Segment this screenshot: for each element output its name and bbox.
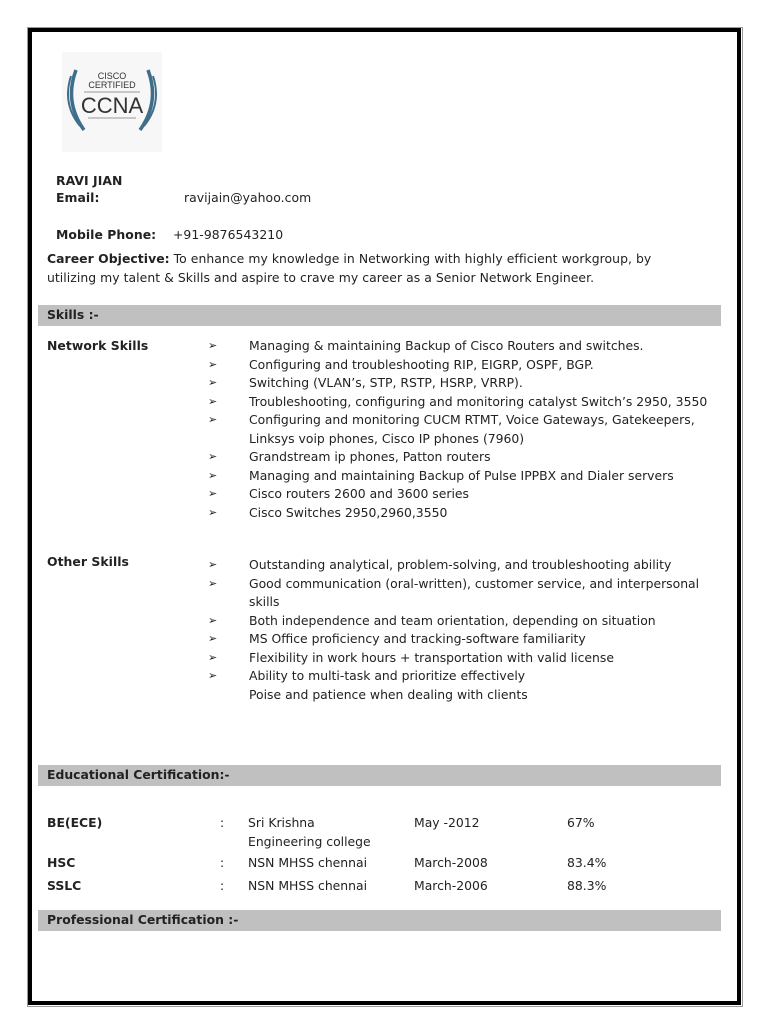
network-skills-label: Network Skills xyxy=(47,338,149,353)
list-item: ➢ Troubleshooting, configuring and monitoring catalyst Switch’s 2950, 3550 xyxy=(228,393,707,412)
education-date: March-2006 xyxy=(414,878,488,893)
network-skills-list xyxy=(208,337,708,522)
svg-text:CERTIFIED: CERTIFIED xyxy=(88,80,136,90)
list-item: ➢ Both independence and team orientation, depending on situation xyxy=(228,612,699,631)
education-institution-line2: Engineering college xyxy=(248,834,371,849)
career-objective-text-line1: To enhance my knowledge in Networking with highly efficient workgroup, by xyxy=(173,251,652,266)
arrow-bullet-icon: ➢ xyxy=(208,487,218,500)
education-separator: : xyxy=(220,878,225,893)
list-item: ➢ Cisco routers 2600 and 3600 series xyxy=(228,485,707,504)
arrow-bullet-icon: ➢ xyxy=(208,468,218,482)
list-item-continuation: Linksys voip phones, Cisco IP phones (7960) xyxy=(249,430,525,446)
education-institution: Sri Krishna xyxy=(248,815,315,830)
list-item: ➢ MS Office proficiency and tracking-software familiarity xyxy=(228,630,699,649)
list-item-continuation: skills xyxy=(249,594,280,609)
list-item-continuation: Poise and patience when dealing with clients xyxy=(249,686,528,702)
list-item: ➢ Switching (VLAN’s, STP, RSTP, HSRP, VRRP). xyxy=(228,374,707,393)
list-item: ➢ Grandstream ip phones, Patton routers xyxy=(228,448,707,467)
arrow-bullet-icon: ➢ xyxy=(208,376,218,389)
arrow-bullet-icon: ➢ xyxy=(208,357,218,371)
education-institution: NSN MHSS chennai xyxy=(248,878,368,893)
list-item: ➢ Cisco Switches 2950,2960,3550 xyxy=(228,504,707,523)
list-item: ➢ Managing & maintaining Backup of Cisco Routers and switches. xyxy=(228,337,707,356)
other-skills-list xyxy=(208,556,700,704)
arrow-bullet-icon: ➢ xyxy=(208,650,218,664)
section-title-skills: Skills :- xyxy=(47,307,99,322)
arrow-bullet-icon: ➢ xyxy=(208,576,218,590)
education-date: March-2008 xyxy=(414,855,488,870)
career-objective-label: Career Objective: xyxy=(47,251,170,266)
arrow-bullet-icon: ➢ xyxy=(208,505,218,519)
career-objective-text-line2: utilizing my talent & Skills and aspire to crave my career as a Senior Network Engineer. xyxy=(47,270,595,285)
email-value: ravijain@yahoo.com xyxy=(184,190,312,205)
list-item: ➢ Managing and maintaining Backup of Pulse IPPBX and Dialer servers xyxy=(228,467,707,486)
section-bar-skills xyxy=(38,305,721,326)
phone-value: +91-9876543210 xyxy=(173,227,284,242)
education-degree: HSC xyxy=(47,855,76,870)
arrow-bullet-icon: ➢ xyxy=(208,613,218,627)
arrow-bullet-icon: ➢ xyxy=(208,339,218,352)
education-score: 67% xyxy=(567,815,595,830)
arrow-bullet-icon: ➢ xyxy=(208,413,218,426)
arrow-bullet-icon: ➢ xyxy=(208,632,218,645)
education-institution: NSN MHSS chennai xyxy=(248,855,368,870)
section-title-education: Educational Certification:- xyxy=(47,767,230,782)
candidate-name: RAVI JIAN xyxy=(56,173,123,188)
education-date: May -2012 xyxy=(414,815,480,830)
list-item: ➢ Flexibility in work hours + transportation with valid license xyxy=(228,649,699,668)
education-separator: : xyxy=(220,815,225,830)
svg-text:CISCO: CISCO xyxy=(97,71,127,81)
arrow-bullet-icon: ➢ xyxy=(208,558,218,571)
list-item: ➢ Configuring and troubleshooting RIP, EIGRP, OSPF, BGP. xyxy=(228,356,707,375)
list-item: ➢ Good communication (oral-written), customer service, and interpersonal xyxy=(228,575,699,594)
svg-text:CCNA: CCNA xyxy=(80,93,144,118)
ccna-logo xyxy=(62,52,162,152)
email-label: Email: xyxy=(56,190,100,205)
phone-label: Mobile Phone: xyxy=(56,227,157,242)
career-objective xyxy=(47,250,651,268)
education-score: 83.4% xyxy=(567,855,607,870)
list-item: ➢ Ability to multi-task and prioritize effectively xyxy=(228,667,699,686)
education-degree: SSLC xyxy=(47,878,82,893)
section-bar-professional xyxy=(38,910,721,931)
list-item: ➢ Outstanding analytical, problem-solving, and troubleshooting ability xyxy=(228,556,699,575)
arrow-bullet-icon: ➢ xyxy=(208,669,218,682)
ccna-badge-icon xyxy=(62,52,162,152)
section-title-professional: Professional Certification :- xyxy=(47,912,239,927)
arrow-bullet-icon: ➢ xyxy=(208,394,218,408)
section-bar-education xyxy=(38,765,721,786)
list-item: ➢ Configuring and monitoring CUCM RTMT, Voice Gateways, Gatekeepers, xyxy=(228,411,707,430)
other-skills-label: Other Skills xyxy=(47,554,129,569)
education-score: 88.3% xyxy=(567,878,607,893)
education-separator: : xyxy=(220,855,225,870)
arrow-bullet-icon: ➢ xyxy=(208,450,218,463)
education-degree: BE(ECE) xyxy=(47,815,103,830)
